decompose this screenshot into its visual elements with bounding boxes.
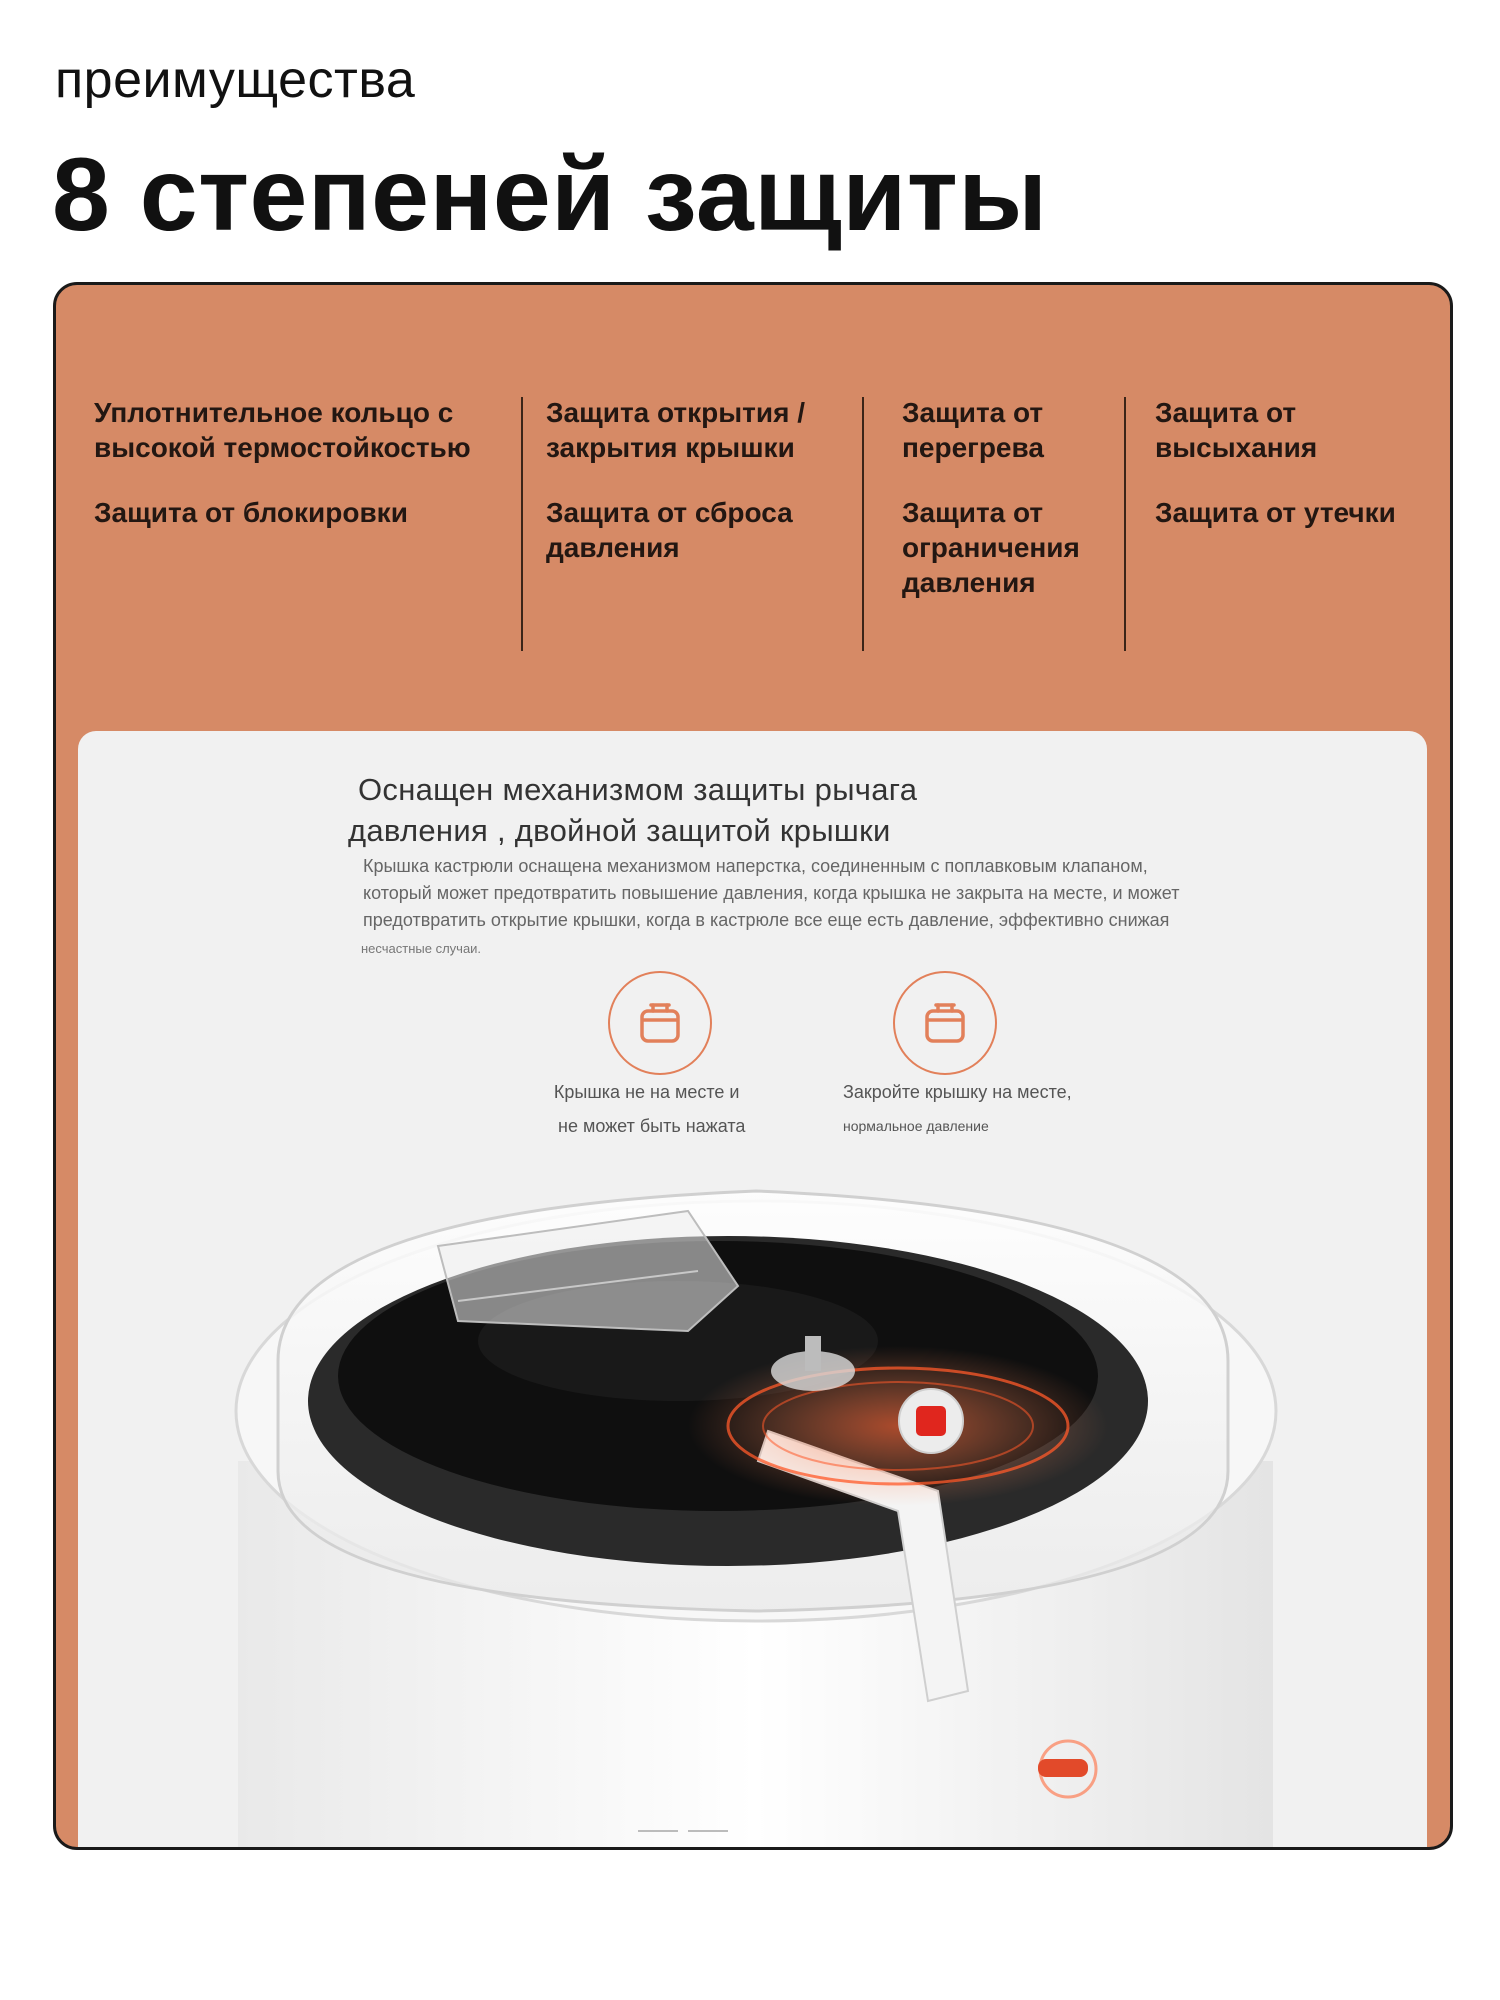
caption-line: Крышка не на месте и	[553, 1082, 740, 1102]
info-title-line: Оснащен механизмом защиты рычага	[358, 772, 918, 807]
caption-line: нормальное давление	[843, 1118, 989, 1134]
info-description-line: который может предотвратить повышение давления, когда крышка не закрыта на месте, и может	[363, 883, 1180, 903]
feature-item: Защита от утечки	[1155, 497, 1396, 528]
feature-column-1	[94, 395, 534, 655]
info-title-line: давления , двойной защитой крышки	[348, 813, 891, 848]
product-info-card	[78, 731, 1427, 1850]
feature-item: Защита открытия / закрытия крышки	[546, 397, 805, 463]
lid-open-icon	[608, 971, 712, 1075]
lock-pin	[1038, 1759, 1088, 1777]
feature-item: Защита от высыхания	[1155, 397, 1318, 463]
feature-item: Защита от перегрева	[902, 397, 1044, 463]
feature-item: Защита от блокировки	[94, 497, 408, 528]
protection-panel	[53, 282, 1453, 1850]
feature-column-3	[902, 395, 1122, 655]
caption-line: Закройте крышку на месте,	[843, 1082, 1072, 1102]
feature-item: Защита от ограничения давления	[902, 497, 1080, 598]
feature-item: Защита от сброса давления	[546, 497, 793, 563]
info-description-line: Крышка кастрюли оснащена механизмом наперстка, соединенным с поплавковым клапаном,	[363, 856, 1148, 876]
lid-icon	[919, 997, 971, 1049]
lid-icon	[634, 997, 686, 1049]
page-title: 8 степеней защиты	[52, 137, 1048, 253]
valve-post	[805, 1336, 821, 1371]
column-divider	[862, 397, 864, 651]
feature-item: Уплотнительное кольцо с высокой термостойкостью	[94, 397, 471, 463]
feature-column-4	[1155, 395, 1425, 655]
valve-glow	[688, 1346, 1108, 1506]
lid-closed-icon	[893, 971, 997, 1075]
section-eyebrow: преимущества	[55, 51, 416, 109]
info-description-line: предотвратить открытие крышки, когда в кастрюле все еще есть давление, эффективно снижая	[363, 910, 1170, 930]
info-title	[348, 769, 918, 851]
float-valve-red	[916, 1406, 946, 1436]
feature-column-2	[546, 395, 866, 655]
caption-line: не может быть нажата	[558, 1116, 746, 1136]
column-divider	[521, 397, 523, 651]
info-note: несчастные случаи.	[361, 941, 482, 956]
pressure-cooker-illustration	[78, 1131, 1427, 1850]
column-divider	[1124, 397, 1126, 651]
feature-grid	[56, 395, 1450, 655]
info-description	[363, 853, 1263, 934]
